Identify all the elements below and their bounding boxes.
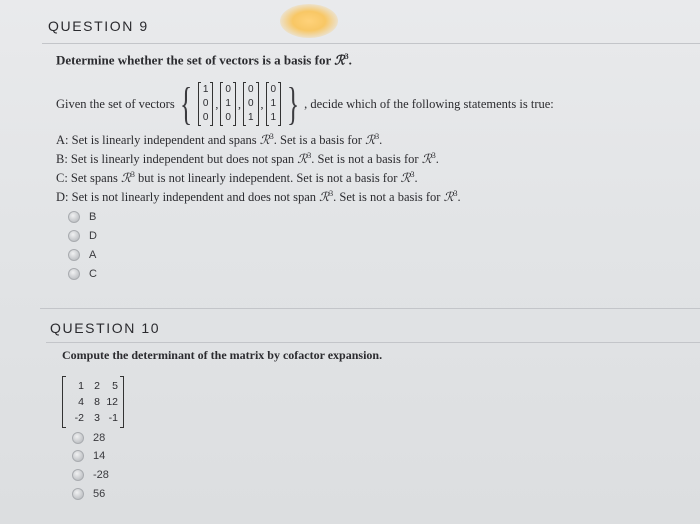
q10-option-3[interactable]: -28 xyxy=(72,469,109,481)
given-prefix: Given the set of vectors xyxy=(56,96,175,111)
radio-button[interactable] xyxy=(72,488,84,500)
question-9-header: QUESTION 9 xyxy=(48,18,149,34)
radio-button[interactable] xyxy=(72,450,84,462)
vector-4: 0 1 1 xyxy=(266,82,282,126)
radio-button[interactable] xyxy=(68,230,80,242)
q9-option-4[interactable]: C xyxy=(68,268,97,280)
vector-3: 0 0 1 xyxy=(243,82,259,126)
left-brace: { xyxy=(179,78,192,129)
radio-button[interactable] xyxy=(72,469,84,481)
question-10-divider xyxy=(46,342,700,343)
vector-1: 1 0 0 xyxy=(198,82,214,126)
statement-b: B: Set is linearly independent but does not span ℛ$^3$. Set is not a basis for ℛ$^3$. xyxy=(56,151,439,167)
statement-d: D: Set is not linearly independent and does not span ℛ$^3$. Set is not a basis for ℛ$^3$. xyxy=(56,189,461,205)
q10-option-1[interactable]: 28 xyxy=(72,432,105,444)
question-10-top-divider xyxy=(40,308,700,309)
q9-option-2[interactable]: D xyxy=(68,230,97,242)
statement-a: A: Set is linearly independent and spans ℛ$^3$. Set is a basis for ℛ$^3$. xyxy=(56,132,383,148)
right-brace: } xyxy=(287,78,300,129)
vector-set-statement: Given the set of vectors { 1 0 0 , 0 1 0 , 0 0 1 , 0 1 1 } , decide which of the following statements is true: xyxy=(56,78,554,129)
matrix-entries: 1 2 5 4 8 12 -2 3 -1 xyxy=(74,380,118,424)
q10-option-4[interactable]: 56 xyxy=(72,488,105,500)
q10-option-2[interactable]: 14 xyxy=(72,450,105,462)
lamp-glare xyxy=(280,4,338,38)
question-9-divider xyxy=(42,43,700,44)
question-10-prompt: Compute the determinant of the matrix by cofactor expansion. xyxy=(62,348,383,362)
question-10-header: QUESTION 10 xyxy=(50,320,161,336)
radio-button[interactable] xyxy=(68,249,80,261)
question-9-prompt: Determine whether the set of vectors is a basis for ℛ$^3$. xyxy=(56,52,352,68)
radio-button[interactable] xyxy=(72,432,84,444)
matrix xyxy=(62,376,124,428)
radio-button[interactable] xyxy=(68,211,80,223)
q9-option-1[interactable]: B xyxy=(68,211,96,223)
given-suffix: , decide which of the following statements is true: xyxy=(304,96,554,111)
statement-c: C: Set spans ℛ$^3$ but is not linearly independent. Set is not a basis for ℛ$^3$. xyxy=(56,170,418,186)
vector-2: 0 1 0 xyxy=(220,82,236,126)
q9-option-3[interactable]: A xyxy=(68,249,96,261)
radio-button[interactable] xyxy=(68,268,80,280)
